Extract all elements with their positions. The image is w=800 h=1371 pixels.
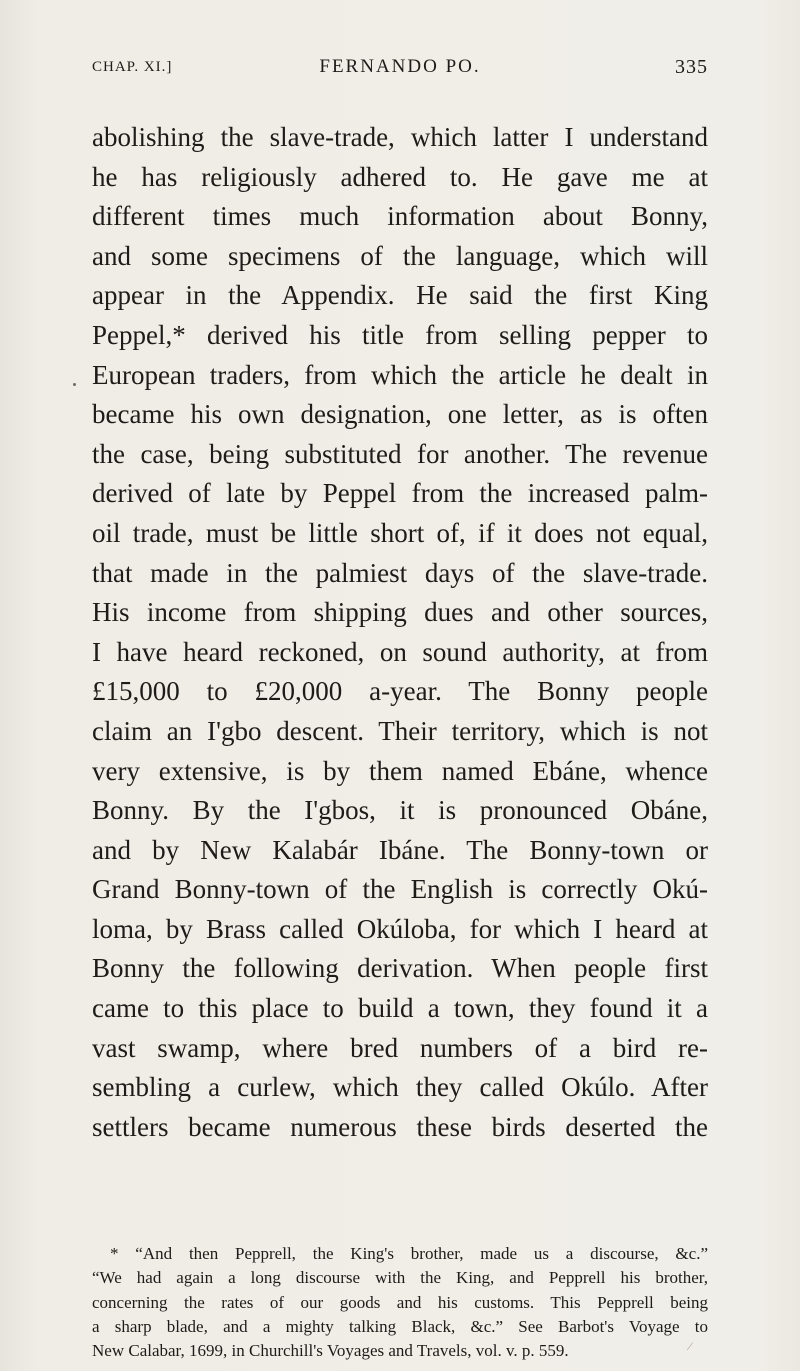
body-line: Grand Bonny-town of the English is correctly Okú-: [92, 874, 708, 905]
body-line: different times much information about Bonny,: [92, 201, 708, 232]
margin-speck: [73, 383, 76, 386]
running-title: FERNANDO PO.: [319, 56, 481, 77]
body-line: came to this place to build a town, they found it a: [92, 993, 708, 1024]
footnote-line: “We had again a long discourse with the King, and Pepprell his brother,: [92, 1268, 708, 1288]
body-line: and by New Kalabár Ibáne. The Bonny-town or: [92, 834, 708, 865]
body-line: £15,000 to £20,000 a-year. The Bonny people: [92, 676, 708, 707]
body-line: the case, being substituted for another. The revenue: [92, 438, 708, 469]
body-line: very extensive, is by them named Ebáne, whence: [92, 755, 708, 786]
body-line: derived of late by Peppel from the increased palm-: [92, 478, 708, 509]
body-line: loma, by Brass called Okúloba, for which I heard at: [92, 913, 708, 944]
body-line: that made in the palmiest days of the slave-trade.: [92, 557, 708, 588]
body-line: Peppel,* derived his title from selling pepper to: [92, 319, 708, 350]
body-line: appear in the Appendix. He said the first King: [92, 280, 708, 311]
footnote-line: a sharp blade, and a mighty talking Black, &c.” See Barbot's Voyage to: [92, 1316, 708, 1336]
running-header: [92, 56, 708, 86]
body-line: sembling a curlew, which they called Okúlo. After: [92, 1072, 708, 1103]
page-number: 335: [675, 56, 708, 78]
body-line: His income from shipping dues and other sources,: [92, 597, 708, 628]
body-line: and some specimens of the language, which will: [92, 240, 708, 271]
body-line: settlers became numerous these birds deserted the: [92, 1111, 708, 1142]
footnote-line: New Calabar, 1699, in Churchill's Voyages and Travels, vol. v. p. 559.: [92, 1341, 569, 1361]
body-line: I have heard reckoned, on sound authority, at from: [92, 636, 708, 667]
body-line: European traders, from which the article he dealt in: [92, 359, 708, 390]
footnote-line: concerning the rates of our goods and his customs. This Pepprell being: [92, 1292, 708, 1312]
body-line: vast swamp, where bred numbers of a bird re-: [92, 1032, 708, 1063]
chapter-label: CHAP. XI.]: [92, 59, 173, 75]
body-line: Bonny. By the I'gbos, it is pronounced Obáne,: [92, 795, 708, 826]
body-line: oil trade, must be little short of, if it does not equal,: [92, 517, 708, 548]
body-line: claim an I'gbo descent. Their territory, which is not: [92, 715, 708, 746]
body-line: abolishing the slave-trade, which latter I understand: [92, 122, 708, 152]
body-text: [92, 118, 708, 1147]
body-line: Bonny the following derivation. When people first: [92, 953, 708, 984]
body-line: he has religiously adhered to. He gave me at: [92, 161, 708, 192]
footnote: [92, 1242, 708, 1363]
footnote-line: * “And then Pepprell, the King's brother, made us a discourse, &c.”: [110, 1244, 708, 1263]
stray-pencil-mark: ⁄: [689, 1339, 692, 1353]
body-line: became his own designation, one letter, as is often: [92, 399, 708, 430]
